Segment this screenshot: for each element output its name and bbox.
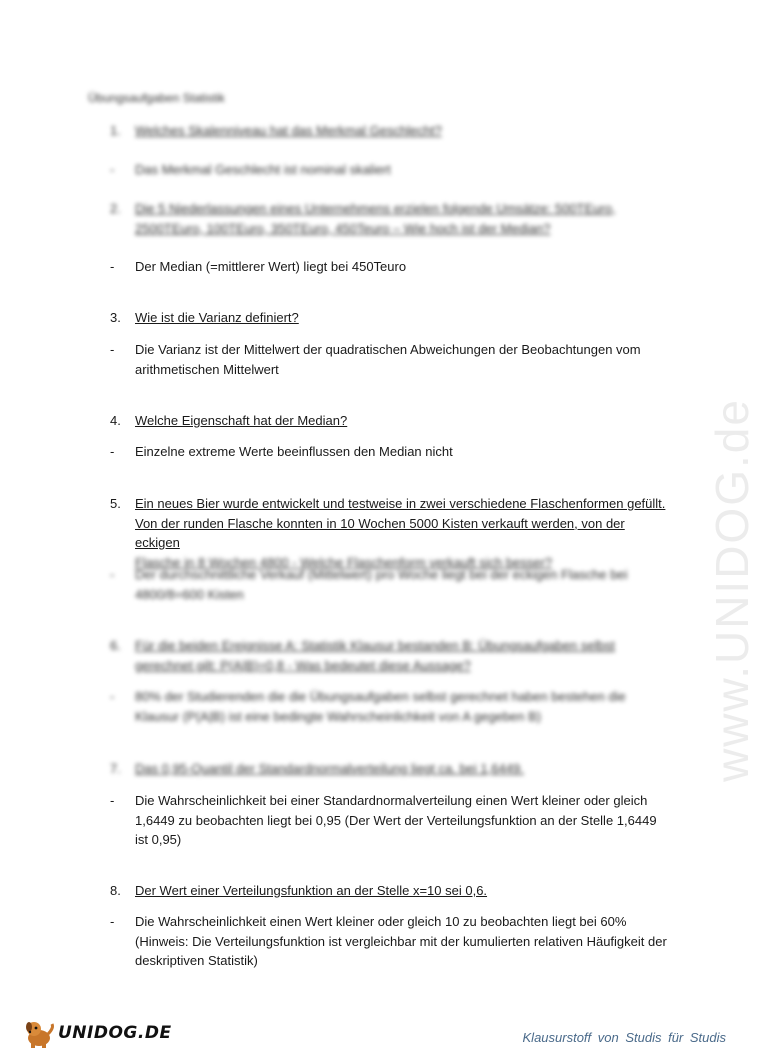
answer-6 [110, 687, 670, 726]
item-marker: - [110, 567, 115, 582]
item-marker: 2. [110, 201, 121, 216]
question-4 [110, 411, 670, 431]
answer-8 [110, 912, 670, 971]
logo-text: UNIDOG.DE [58, 1023, 172, 1043]
question-text: Ein neues Bier wurde entwickelt und testweise in zwei verschiedene Flaschenformen gefüllt. Von der runden Flasche konnten in 10 Wochen 5000 Kisten verkauft werden, von der eckigen [135, 496, 666, 550]
watermark: www.UNIDOG.de [706, 398, 758, 782]
answer-text: Die Wahrscheinlichkeit bei einer Standardnormalverteilung einen Wert kleiner oder gleich 1,6449 zu beobachten liegt bei 0,95 (Der Wert der Verteilungsfunktion an der Stelle 1,6449 ist 0,95) [135, 793, 657, 847]
item-marker: - [110, 162, 115, 177]
answer-text: Die Varianz ist der Mittelwert der quadratischen Abweichungen der Beobachtungen vom arithmetischen Mittelwert [135, 342, 641, 377]
answer-1 [110, 160, 670, 180]
unidog-logo[interactable] [22, 1016, 172, 1050]
item-marker: 5. [110, 496, 121, 511]
answer-text: Der durchschnittliche Verkauf (Mittelwert) pro Woche liegt bei der eckigen Flasche bei 4800/8=600 Kisten [135, 567, 628, 602]
item-marker: 6. [110, 638, 121, 653]
question-text-tail: Flasche in 8 Wochen 4800 - Welche Flaschenform verkauft sich besser? [135, 554, 553, 570]
question-text: Welche Eigenschaft hat der Median? [135, 413, 348, 428]
question-8 [110, 881, 670, 901]
item-marker: - [110, 259, 115, 274]
question-text: Wie ist die Varianz definiert? [135, 310, 299, 325]
answer-4 [110, 442, 670, 462]
answer-2 [110, 257, 670, 277]
question-text: Die 5 Niederlassungen eines Unternehmens erzielen folgende Umsätze: 500TEuro, 2500TEuro, 100TEuro, 350TEuro, 450Teuro – Wie hoch ist der Median? [135, 201, 616, 236]
page-title: Übungsaufgaben Statistik [88, 91, 225, 105]
answer-3 [110, 340, 670, 379]
question-5 [110, 494, 670, 572]
item-marker: 3. [110, 310, 121, 325]
item-marker: 7. [110, 761, 121, 776]
item-marker: - [110, 444, 115, 459]
answer-7 [110, 791, 670, 850]
question-text: Welches Skalenniveau hat das Merkmal Geschlecht? [135, 123, 442, 138]
item-marker: - [110, 914, 115, 929]
dog-icon [22, 1016, 56, 1050]
answer-text: Das Merkmal Geschlecht ist nominal skaliert [135, 162, 391, 177]
question-text: Der Wert einer Verteilungsfunktion an der Stelle x=10 sei 0,6. [135, 883, 488, 898]
question-1 [110, 121, 670, 141]
item-marker: - [110, 342, 115, 357]
answer-text: Die Wahrscheinlichkeit einen Wert kleiner oder gleich 10 zu beobachten liegt bei 60% (Hinweis: Die Verteilungsfunktion ist vergleichbar mit der kumulierten relativen Häufigkeit der deskriptiven Statistik) [135, 914, 667, 968]
item-marker: 8. [110, 883, 121, 898]
answer-text: 80% der Studierenden die die Übungsaufgaben selbst gerechnet haben bestehen die Klausur (P(A|B) ist eine bedingte Wahrscheinlichkeit von A gegeben B) [135, 689, 626, 724]
item-marker: 1. [110, 123, 121, 138]
question-6 [110, 636, 670, 675]
question-text: Das 0,95-Quantil der Standardnormalverteilung liegt ca. bei 1,6449. [135, 761, 524, 776]
question-3 [110, 308, 670, 328]
question-2 [110, 199, 670, 238]
question-text: Für die beiden Ereignisse A: Statistik Klausur bestanden B: Übungsaufgaben selbst gerechnet gilt: P(A|B)=0,8 - Was bedeutet diese Aussage? [135, 638, 615, 673]
item-marker: - [110, 689, 115, 704]
item-marker: - [110, 793, 115, 808]
answer-text: Der Median (=mittlerer Wert) liegt bei 450Teuro [135, 259, 407, 274]
footer-tagline: Klausurstoff von Studis für Studis [522, 1030, 726, 1045]
question-7 [110, 759, 670, 779]
answer-5 [110, 565, 670, 604]
item-marker: 4. [110, 413, 121, 428]
answer-text: Einzelne extreme Werte beeinflussen den Median nicht [135, 444, 453, 459]
